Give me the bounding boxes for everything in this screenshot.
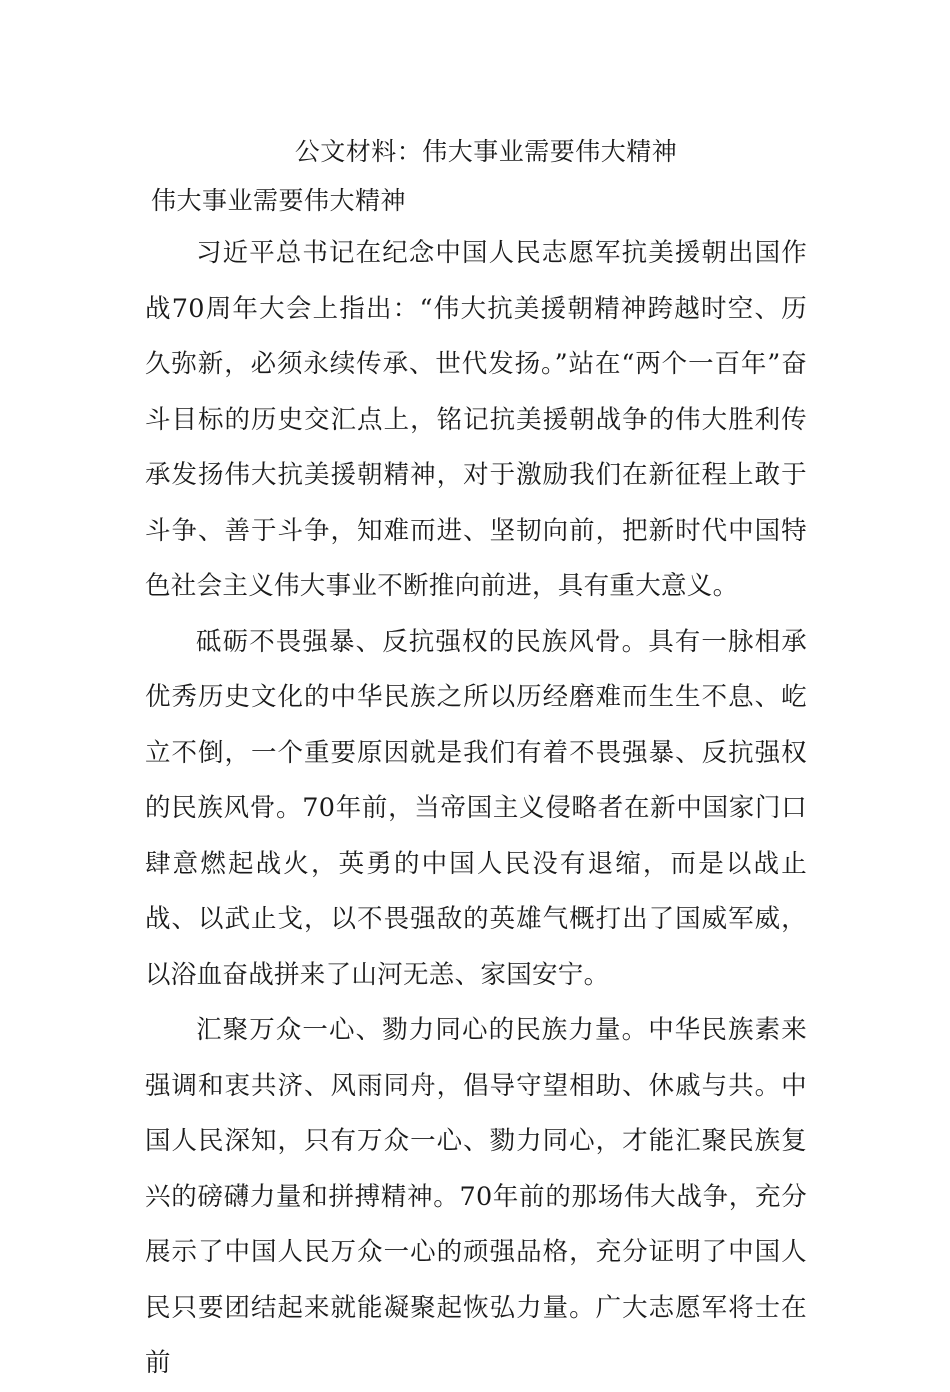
paragraph-3: 汇聚万众一心、勠力同心的民族力量。中华民族素来强调和衷共济、风雨同舟，倡导守望相助、休戚与共。中国人民深知，只有万众一心、勠力同心，才能汇聚民族复兴的磅礴力量和拼搏精神。70年前的那场伟大战争，充分展示了中国人民万众一心的顽强品格，充分证明了中国人民只要团结起来就能凝聚起恢弘力量。广大志愿军将士在前 [145, 1015, 807, 1378]
document-subtitle: 伟大事业需要伟大精神 [151, 186, 407, 215]
document-title: 公文材料：伟大事业需要伟大精神 [294, 137, 678, 166]
document-body [145, 128, 807, 1392]
paragraph-2: 砥砺不畏强暴、反抗强权的民族风骨。具有一脉相承优秀历史文化的中华民族之所以历经磨难而生生不息、屹立不倒，一个重要原因就是我们有着不畏强暴、反抗强权的民族风骨。70年前，当帝国主义侵略者在新中国家门口肆意燃起战火，英勇的中国人民没有退缩，而是以战止战、以武止戈，以不畏强敌的英雄气概打出了国威军威，以浴血奋战拼来了山河无恙、家国安宁。 [145, 626, 807, 990]
paragraph-1: 习近平总书记在纪念中国人民志愿军抗美援朝出国作战70周年大会上指出：“伟大抗美援朝精神跨越时空、历久弥新，必须永续传承、世代发扬。”站在“两个一百年”奋斗目标的历史交汇点上，铭记抗美援朝战争的伟大胜利传承发扬伟大抗美援朝精神，对于激励我们在新征程上敢于斗争、善于斗争，知难而进、坚韧向前，把新时代中国特色社会主义伟大事业不断推向前进，具有重大意义。 [145, 238, 807, 601]
